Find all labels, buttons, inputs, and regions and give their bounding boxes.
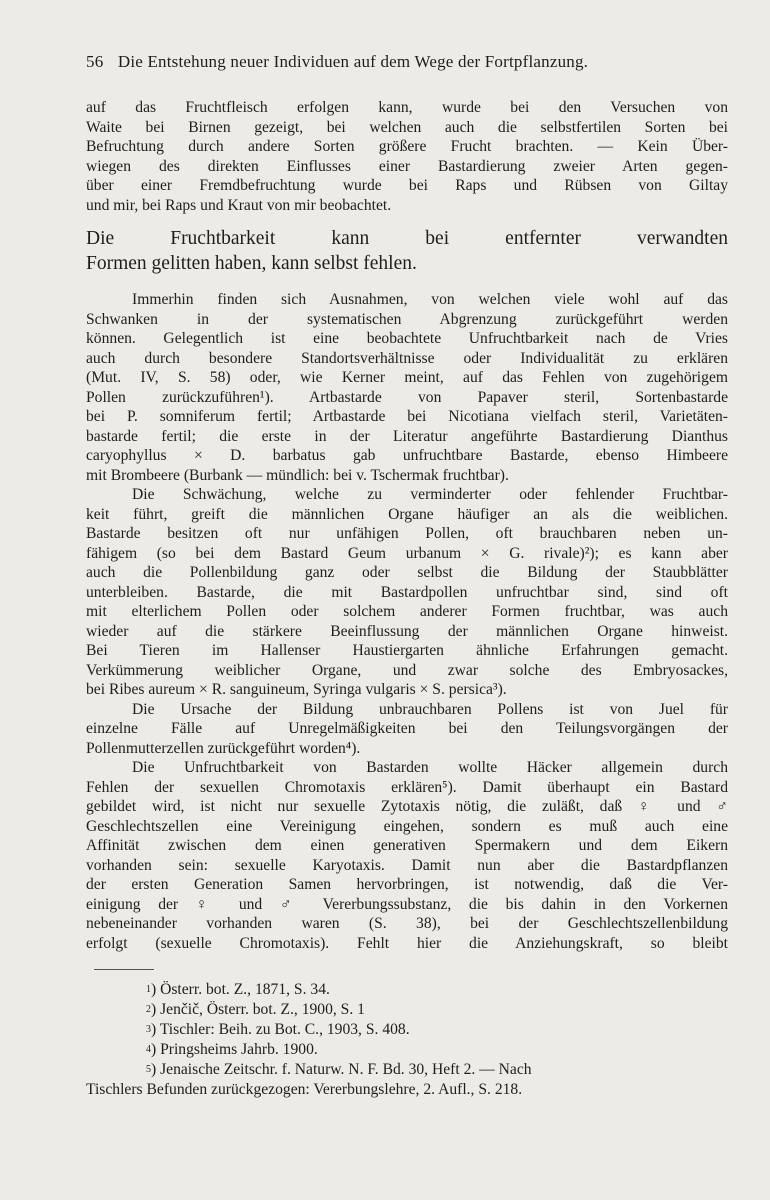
footnote: $^3$) Tischler: Beih. zu Bot. C., 1903, S. 408. [146, 1021, 410, 1038]
text-line: Fehlen der sexuellen Chromotaxis erklären⁵). Damit überhaupt ein Bastard [86, 778, 728, 796]
text-line: erfolgt (sexuelle Chromotaxis). Fehlt hier die Anziehungskraft, so bleibt [86, 934, 728, 952]
footnotes [86, 980, 728, 1100]
footnote: $^2$) Jenčič, Österr. bot. Z., 1900, S. 1 [146, 1001, 365, 1018]
heading-line: Formen gelitten haben, kann selbst fehlen. [86, 253, 417, 274]
footnote-mark: 1 [146, 984, 151, 995]
footnote-mark: 4 [146, 1044, 151, 1055]
paragraph-4 [86, 700, 728, 759]
footnote-rule [94, 969, 154, 970]
footnote-text: Jenčič, Österr. bot. Z., 1900, S. 1 [160, 1001, 365, 1018]
footnote: $^4$) Pringsheims Jahrb. 1900. [146, 1041, 318, 1058]
text-line: auf das Fruchtfleisch erfolgen kann, wurde bei den Versuchen von [86, 99, 728, 116]
text-line: wieder auf die stärkere Beeinflussung der männlichen Organe hinweist. [86, 622, 728, 640]
text-line: Affinität zwischen dem einen generativen Spermakern und dem Eikern [86, 837, 728, 854]
paragraph-2 [86, 290, 728, 485]
footnote-mark: 2 [146, 1004, 151, 1015]
running-head [86, 52, 728, 72]
text-line: gebildet wird, ist nicht nur sexuelle Zytotaxis nötig, die zuläßt, daß ♀ und ♂ [86, 798, 728, 815]
text-line: Die Schwächung, welche zu verminderter oder fehlender Fruchtbar- [132, 486, 728, 503]
text-line: Befruchtung durch andere Sorten größere Frucht brachten. — Kein Über- [86, 138, 728, 155]
text-line: mit Brombeere (Burbank — mündlich: bei v. Tschermak fruchtbar). [86, 466, 509, 484]
text-line: vorhanden sein: sexuelle Karyotaxis. Damit nun aber die Bastardpflanzen [86, 856, 728, 874]
footnote: $^1$) Österr. bot. Z., 1871, S. 34. [146, 981, 330, 998]
footnote-text: Österr. bot. Z., 1871, S. 34. [160, 981, 330, 998]
text-line: und mir, bei Raps und Kraut von mir beobachtet. [86, 196, 392, 214]
footnote-text: Pringsheims Jahrb. 1900. [160, 1041, 318, 1058]
text-line: keit führt, greift die männlichen Organe häufiger an als die weiblichen. [86, 505, 728, 523]
footnote-continuation: Tischlers Befunden zurückgezogen: Vererbungslehre, 2. Aufl., S. 218. [86, 1081, 523, 1098]
footnote-text: Jenaische Zeitschr. f. Naturw. N. F. Bd. 30, Heft 2. — Nach [160, 1061, 532, 1078]
text-line: Pollenmutterzellen zurückgeführt worden⁴). [86, 739, 361, 757]
text-line: Bastarde besitzen oft nur unfähigen Pollen, oft brauchbaren neben un- [86, 525, 728, 542]
text-line: Bei Tieren im Hallenser Haustiergarten ähnliche Erfahrungen gemacht. [86, 642, 728, 659]
text-line: über einer Fremdbefruchtung wurde bei Raps und Rübsen von Giltay [86, 177, 728, 194]
text-line: Die Ursache der Bildung unbrauchbaren Pollens ist von Juel für [132, 700, 728, 718]
text-line: mit elterlichem Pollen oder solchem anderer Formen fruchtbar, was auch [86, 603, 728, 620]
text-line: einzelne Fälle auf Unregelmäßigkeiten bei den Teilungsvorgängen der [86, 720, 728, 737]
text-line: Verkümmerung weiblicher Organe, und zwar solche des Embryosackes, [86, 661, 728, 679]
text-line: nebeneinander vorhanden waren (S. 38), bei der Geschlechtszellenbildung [86, 915, 728, 932]
text-line: der ersten Generation Samen hervorbringen, ist notwendig, daß die Ver- [86, 876, 728, 893]
section-heading [86, 226, 728, 276]
text-line: einigung der ♀ und ♂ Vererbungssubstanz, die bis dahin in den Vorkernen [86, 895, 728, 913]
text-line: wiegen des direkten Einflusses einer Bastardierung zweier Arten gegen- [86, 157, 728, 175]
running-title: Die Entstehung neuer Individuen auf dem Wege der Fortpflanzung. [117, 52, 589, 71]
text-line: Pollen zurückzuführen¹). Artbastarde von Papaver steril, Sortenbastarde [86, 388, 728, 406]
text-line: unterbleiben. Bastarde, die mit Bastardpollen unfruchtbar sind, sind oft [86, 583, 728, 601]
text-line: Schwanken in der systematischen Abgrenzung zurückgeführt werden [86, 310, 728, 328]
heading-line: Die Fruchtbarkeit kann bei entfernter verwandten [86, 228, 728, 249]
text-line: Immerhin finden sich Ausnahmen, von welchen viele wohl auf das [132, 291, 728, 308]
footnote: $^5$) Jenaische Zeitschr. f. Naturw. N. F. Bd. 30, Heft 2. — Nach [146, 1061, 532, 1078]
text-line: bei Ribes aureum × R. sanguineum, Syringa vulgaris × S. persica³). [86, 681, 507, 698]
paragraph-1 [86, 98, 728, 215]
text-line: (Mut. IV, S. 58) oder, wie Kerner meint, auf das Fehlen von zugehörigem [86, 369, 728, 386]
text-line: bastarde fertil; die erste in der Literatur angeführte Bastardierung Dianthus [86, 427, 728, 445]
footnote-mark: 3 [146, 1024, 151, 1035]
text-line: Die Unfruchtbarkeit von Bastarden wollte Häcker allgemein durch [132, 759, 728, 776]
page-number: 56 [86, 52, 104, 71]
text-line: Geschlechtszellen eine Vereinigung eingehen, sondern es muß auch eine [86, 817, 728, 835]
text-line: caryophyllus × D. barbatus gab unfruchtbare Bastarde, ebenso Himbeere [86, 447, 728, 464]
text-line: auch durch besondere Standortsverhältnisse oder Individualität zu erklären [86, 349, 728, 367]
footnote-text: Tischler: Beih. zu Bot. C., 1903, S. 408. [159, 1021, 410, 1038]
text-line: fähigem (so bei dem Bastard Geum urbanum × G. rivale)²); es kann aber [86, 544, 728, 562]
text-line: bei P. somniferum fertil; Artbastarde bei Nicotiana vielfach steril, Varietäten- [86, 408, 728, 425]
text-line: Waite bei Birnen gezeigt, bei welchen auch die selbstfertilen Sorten bei [86, 118, 728, 136]
text-line: auch die Pollenbildung ganz oder selbst die Bildung der Staubblätter [86, 564, 728, 581]
footnote-mark: 5 [146, 1064, 151, 1075]
text-line: können. Gelegentlich ist eine beobachtete Unfruchtbarkeit nach de Vries [86, 330, 728, 347]
paragraph-5 [86, 758, 728, 953]
paragraph-3 [86, 485, 728, 700]
